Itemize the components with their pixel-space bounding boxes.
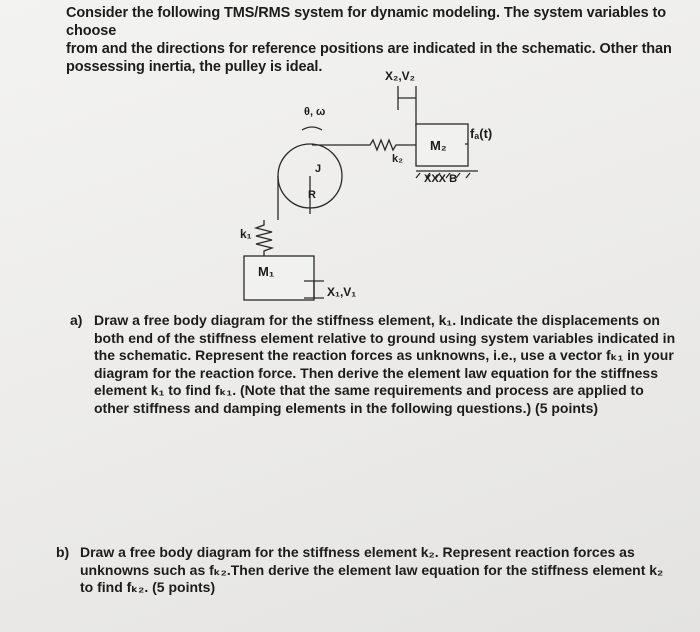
question-b-line: unknowns such as fₖ₂.Then derive the element law equation for the stiffness element k₂: [80, 561, 664, 578]
label-k1: k₁: [240, 227, 252, 241]
label-j: J: [315, 163, 322, 175]
label-m1: M₁: [258, 264, 275, 279]
intro-line-2: from and the directions for reference positions are indicated in the schematic. Other than: [66, 41, 672, 57]
label-theta-omega: θ, ω: [304, 106, 326, 118]
question-a-line: diagram for the reaction force. Then derive the element law equation for the stiffness: [94, 364, 659, 381]
question-a: [70, 312, 682, 417]
question-a-line: both end of the stiffness element relative to ground using system variables indicated in: [94, 329, 676, 346]
label-r: R: [308, 189, 316, 201]
question-a-line: Draw a free body diagram for the stiffness element, k₁. Indicate the displacements on: [94, 312, 660, 328]
intro-line-3: possessing inertia, the pulley is ideal.: [66, 59, 323, 75]
question-a-line: the schematic. Represent the reaction forces as unknowns, i.e., use a vector fₖ₁ in your: [94, 347, 674, 363]
label-x2v2: X₂,V₂: [385, 69, 416, 83]
intro-line-1: Consider the following TMS/RMS system for dynamic modeling. The system variables to choose: [66, 5, 667, 39]
question-b: [56, 544, 686, 597]
question-b-line: to find fₖ₂. (5 points): [80, 579, 216, 595]
question-a-line: element k₁ to find fₖ₁. (Note that the same requirements and process are applied to: [94, 382, 644, 398]
label-damper-b: XXX B: [424, 173, 458, 185]
theta-arrow: [302, 127, 322, 130]
label-m2: M₂: [430, 138, 447, 153]
question-b-label: b): [56, 544, 70, 560]
label-x1v1: X₁,V₁: [327, 285, 357, 299]
question-b-line: Draw a free body diagram for the stiffness element k₂. Represent reaction forces as: [80, 544, 635, 560]
mass-m1-block: [244, 256, 314, 300]
label-k2: k₂: [392, 153, 404, 165]
spring-k1: [256, 220, 272, 256]
system-schematic: [220, 60, 520, 305]
question-a-line: other stiffness and damping elements in the following questions.) (5 points): [94, 399, 599, 416]
question-a-label: a): [70, 312, 83, 328]
label-fa: fₐ(t): [470, 126, 493, 141]
